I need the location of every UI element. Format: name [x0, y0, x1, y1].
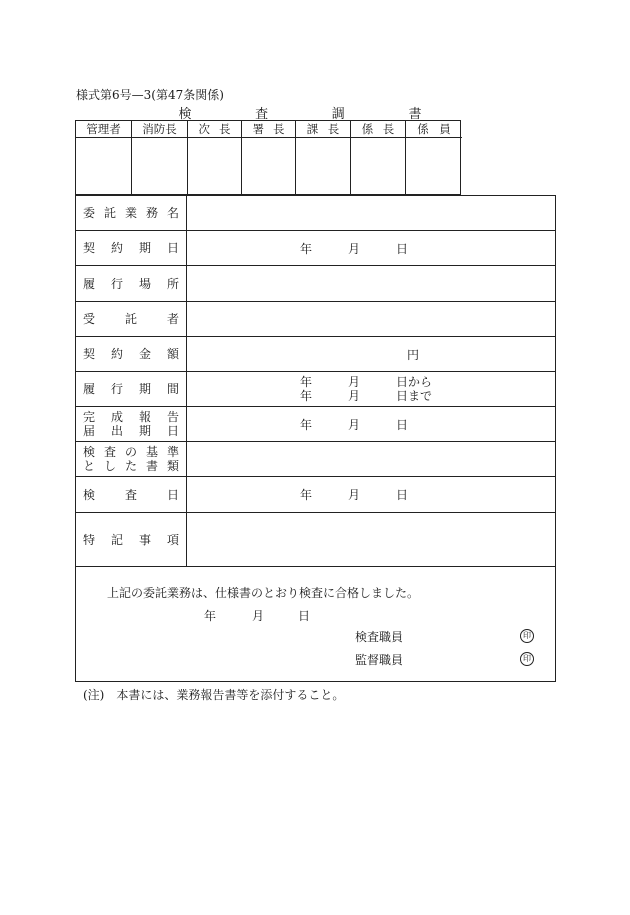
period-end-day: 日まで: [396, 389, 433, 403]
inspector-seal: 印: [520, 629, 534, 643]
label-char: の: [124, 445, 137, 459]
row-contract-amount: [76, 337, 555, 372]
label-char: 事: [138, 532, 151, 547]
label-char: 日: [166, 487, 179, 502]
label-line: [83, 445, 179, 459]
label-char: 契: [83, 241, 96, 255]
label-criteria: [76, 442, 187, 476]
label-char: 行: [110, 382, 123, 396]
label-char: 額: [166, 347, 179, 361]
approval-label-char: 長: [382, 122, 395, 136]
approval-label-char: 長: [273, 122, 285, 136]
label-char: 託: [103, 206, 116, 220]
label-inspection-date: [76, 477, 187, 512]
label-char: 検: [83, 487, 96, 502]
label-char: 成: [110, 410, 123, 424]
period-end-year: 年: [300, 389, 313, 403]
label-char: 業: [124, 206, 137, 220]
label-char: 託: [124, 312, 137, 326]
label-char: 届: [83, 424, 96, 438]
approval-label-char: 次: [198, 122, 210, 136]
label-line: [83, 459, 179, 473]
label-char: 準: [166, 445, 179, 459]
inspection-month: 月: [348, 488, 361, 502]
label-char: 金: [138, 347, 151, 361]
row-period: [76, 372, 555, 407]
form-number: 様式第6号—3(第47条関係): [76, 88, 224, 102]
contract-date-year: 年: [300, 242, 313, 256]
label-char: 約: [110, 241, 123, 255]
label-char: 査: [124, 487, 137, 502]
label-char: 出: [110, 424, 123, 438]
approval-label-char: 署: [252, 122, 264, 136]
row-inspection-date: [76, 477, 555, 513]
label-char: 受: [83, 312, 96, 326]
footnote: (注) 本書には、業務報告書等を添付すること。: [83, 688, 345, 702]
row-contract-date: [76, 231, 555, 266]
approval-label: 管理者: [76, 121, 131, 138]
label-char: 書: [145, 459, 158, 473]
approval-column: [132, 121, 188, 194]
approval-column: [242, 121, 296, 194]
certification-statement: 上記の委託業務は、仕様書のとおり検査に合格しました。: [107, 586, 420, 600]
contract-date-month: 月: [348, 242, 361, 256]
period-end-month: 月: [348, 389, 361, 403]
title-char: 調: [331, 107, 345, 122]
label-char: し: [103, 459, 116, 473]
title-char: 検: [178, 107, 192, 122]
label-contract-date: [76, 231, 187, 265]
inspection-year: 年: [300, 488, 313, 502]
label-period: [76, 372, 187, 406]
approval-column: [351, 121, 406, 194]
label-char: 日: [166, 424, 179, 438]
approval-label: [242, 121, 295, 138]
approval-label-char: 長: [327, 122, 340, 136]
certification-year: 年: [204, 609, 217, 623]
certification-month: 月: [252, 609, 265, 623]
contract-date-day: 日: [396, 242, 409, 256]
label-contract-name: [76, 196, 187, 230]
row-contractor: [76, 302, 555, 337]
label-char: 履: [83, 276, 96, 291]
label-char: 約: [110, 347, 123, 361]
label-remarks: [76, 513, 187, 566]
approval-label: [188, 121, 241, 138]
approval-label-char: 課: [306, 122, 319, 136]
completion-year: 年: [300, 418, 313, 432]
period-start-month: 月: [348, 375, 361, 389]
inspector-label: 検査職員: [355, 630, 404, 644]
approval-stamp-grid: [75, 120, 461, 195]
certification-day: 日: [298, 609, 311, 623]
label-line: [83, 424, 179, 438]
label-char: 場: [138, 276, 151, 291]
completion-month: 月: [348, 418, 361, 432]
label-char: 者: [166, 312, 179, 326]
label-line: [83, 312, 179, 326]
label-char: 告: [166, 410, 179, 424]
label-char: 完: [83, 410, 96, 424]
label-char: 基: [145, 445, 158, 459]
label-line: [83, 206, 179, 220]
approval-label-char: 長: [219, 122, 231, 136]
label-line: [83, 347, 179, 361]
inspection-table: [75, 195, 556, 682]
label-char: 期: [138, 241, 151, 255]
approval-label: [296, 121, 350, 138]
label-location: [76, 266, 187, 301]
label-line: [83, 410, 179, 424]
label-line: [83, 241, 179, 255]
completion-day: 日: [396, 418, 409, 432]
label-char: 記: [110, 532, 123, 547]
label-char: 所: [166, 276, 179, 291]
row-remarks: [76, 513, 555, 567]
label-char: た: [124, 459, 137, 473]
supervisor-label: 監督職員: [355, 653, 404, 667]
approval-label: 消防長: [132, 121, 187, 138]
approval-label: [406, 121, 462, 138]
approval-column: [76, 121, 132, 194]
label-char: と: [83, 459, 96, 473]
row-criteria: [76, 442, 555, 477]
approval-column: [188, 121, 242, 194]
label-char: 日: [166, 241, 179, 255]
approval-label-char: 係: [361, 122, 374, 136]
title-char: 査: [255, 107, 269, 122]
label-char: 務: [145, 206, 158, 220]
label-char: 期: [138, 382, 151, 396]
inspection-day: 日: [396, 488, 409, 502]
approval-column: [296, 121, 351, 194]
approval-column: [406, 121, 462, 194]
label-char: 名: [166, 206, 179, 220]
label-contractor: [76, 302, 187, 336]
label-completion-report: [76, 407, 187, 441]
label-contract-amount: [76, 337, 187, 371]
approval-label-char: 員: [439, 122, 451, 136]
label-line: [83, 533, 179, 547]
label-char: 類: [166, 459, 179, 473]
label-char: 間: [166, 382, 179, 396]
period-start-year: 年: [300, 375, 313, 389]
label-char: 項: [166, 532, 179, 547]
label-char: 履: [83, 382, 96, 396]
row-location: [76, 266, 555, 302]
row-contract-name: [76, 196, 555, 231]
label-line: [83, 488, 179, 502]
contract-amount-yen: 円: [407, 348, 420, 362]
label-char: 契: [83, 347, 96, 361]
label-char: 行: [110, 276, 123, 291]
label-char: 特: [83, 532, 96, 547]
label-char: 委: [83, 206, 96, 220]
label-char: 検: [83, 445, 96, 459]
label-char: 査: [103, 445, 116, 459]
row-completion-report: [76, 407, 555, 442]
label-char: 報: [138, 410, 151, 424]
label-char: 期: [138, 424, 151, 438]
label-line: [83, 382, 179, 396]
approval-label-char: 係: [417, 122, 429, 136]
label-line: [83, 277, 179, 291]
title-char: 書: [408, 107, 422, 122]
supervisor-seal: 印: [520, 652, 534, 666]
approval-label: [351, 121, 405, 138]
period-start-day: 日から: [396, 375, 433, 389]
